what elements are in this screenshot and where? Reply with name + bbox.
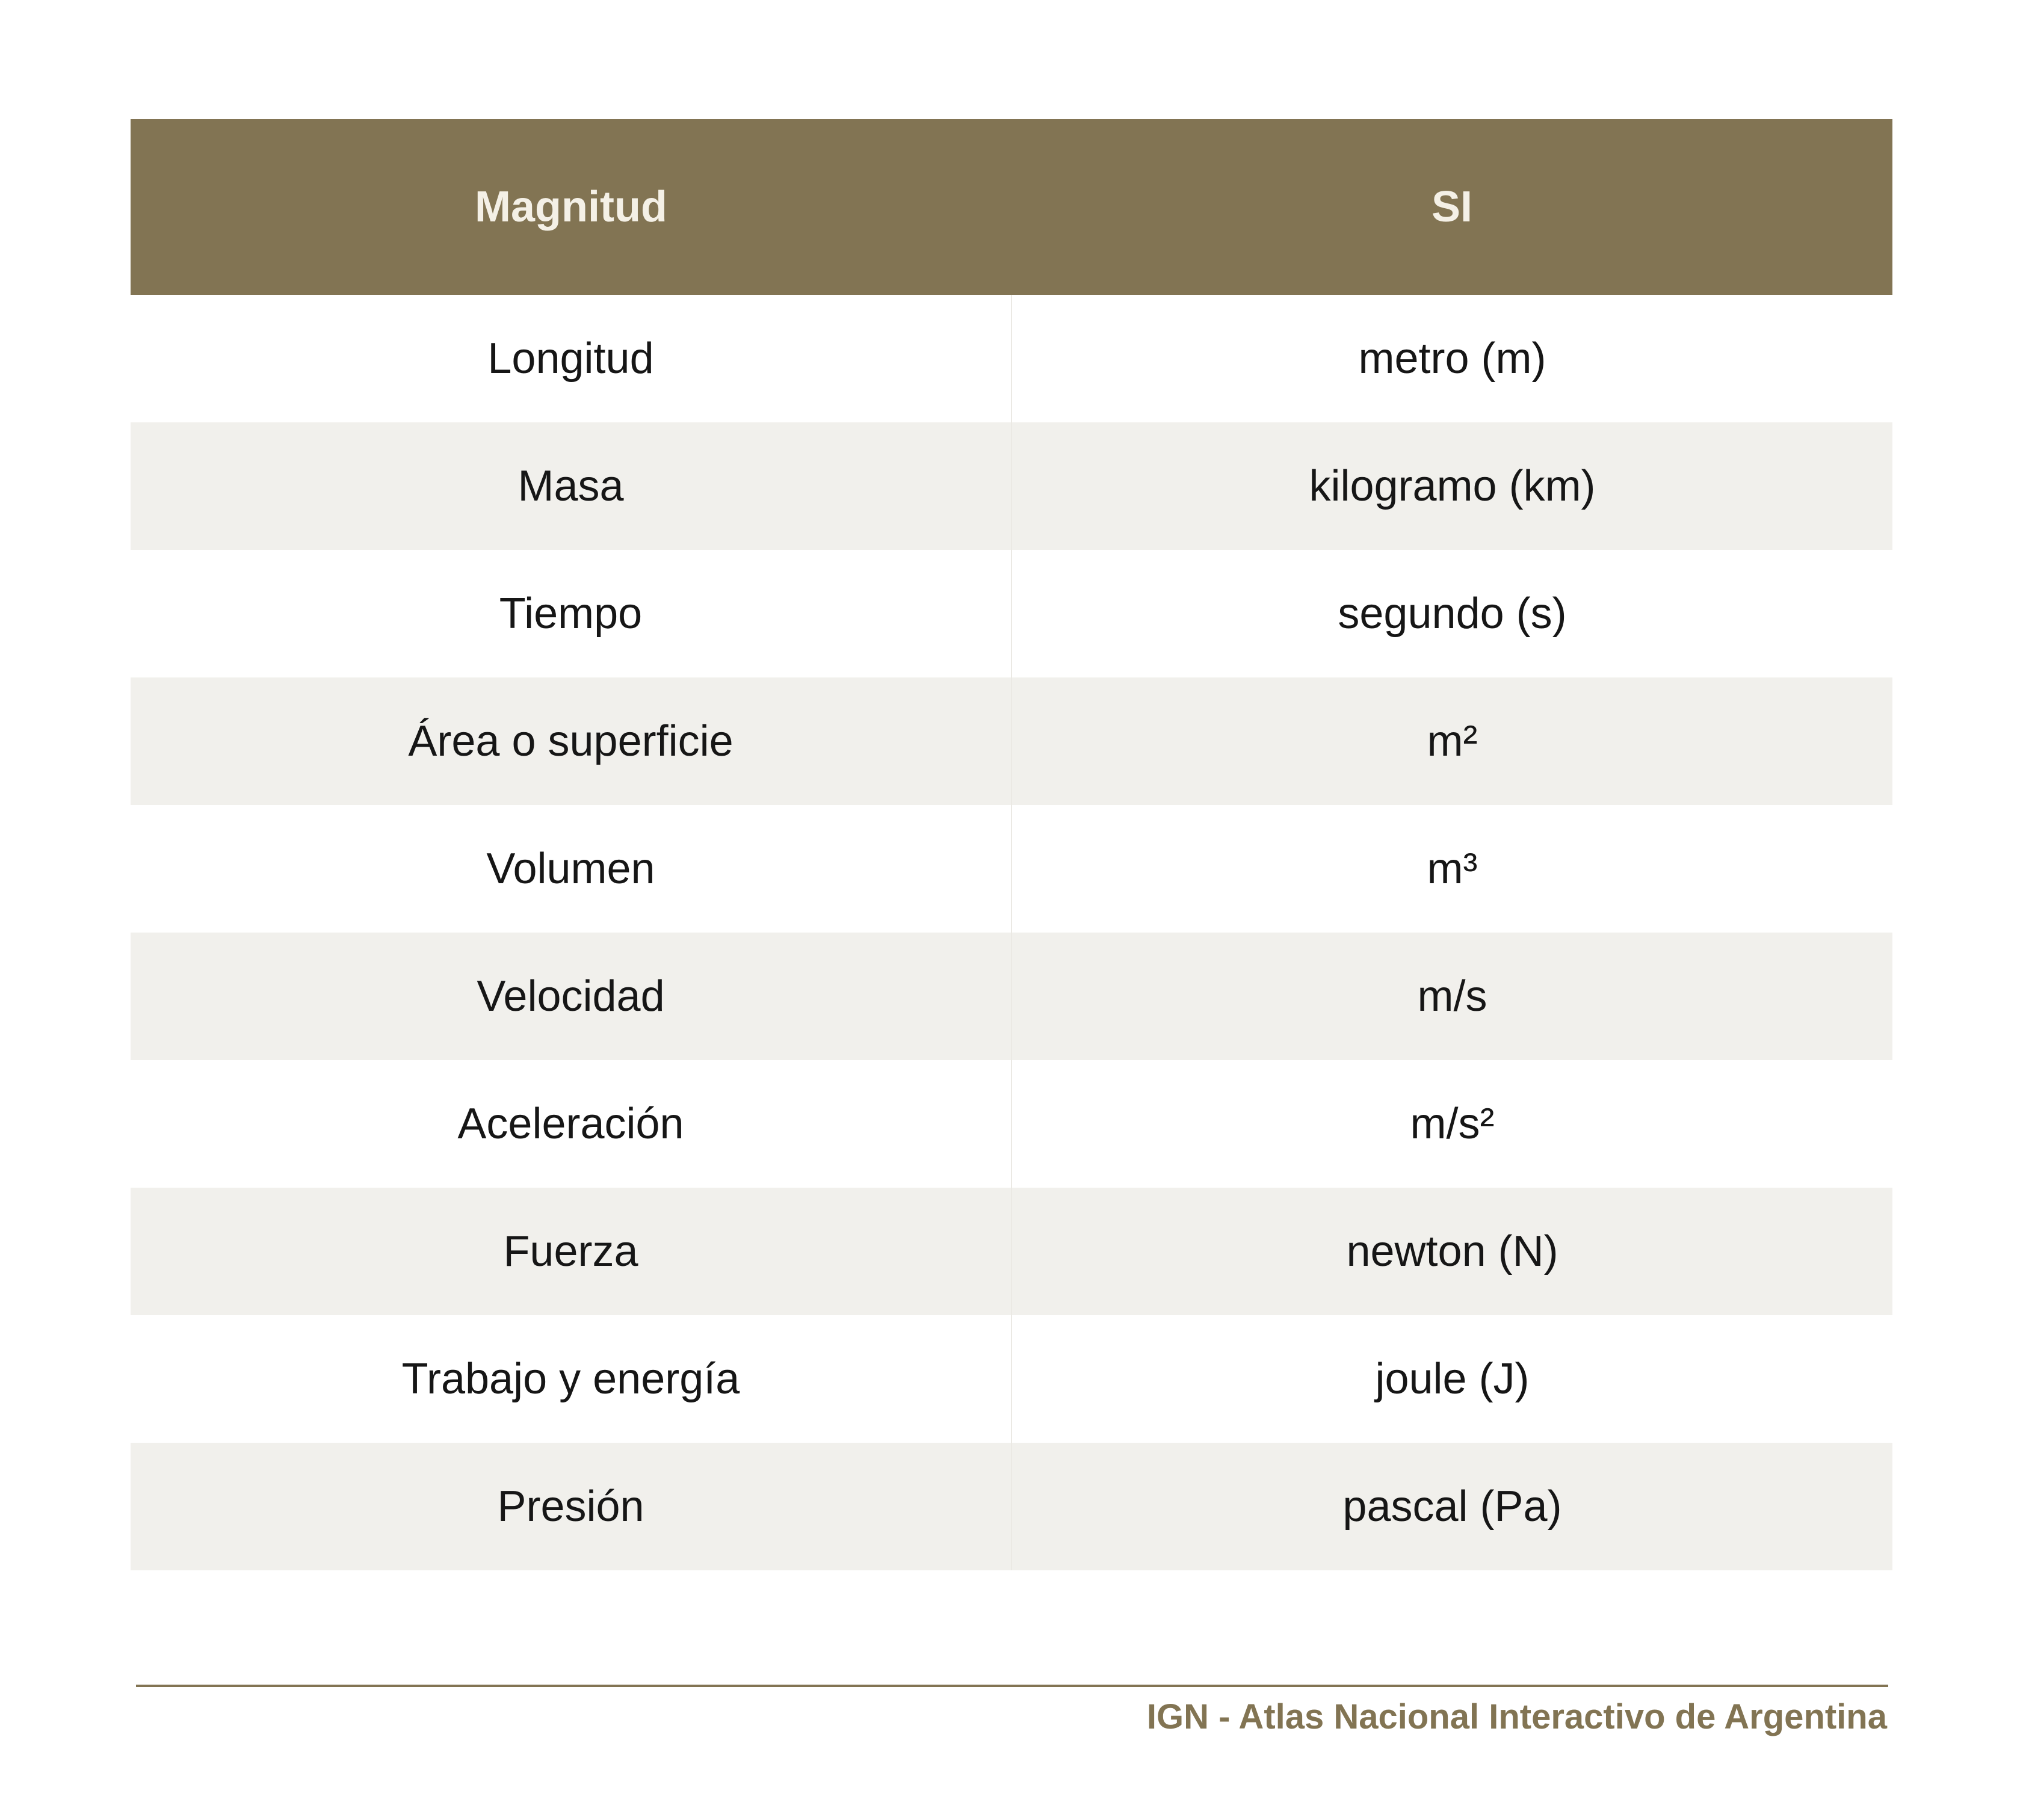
magnitud-cell: Fuerza	[131, 1188, 1012, 1315]
si-cell: pascal (Pa)	[1342, 1482, 1562, 1531]
si-cell: m³	[1427, 845, 1478, 893]
table-row	[131, 1443, 1892, 1570]
magnitud-cell: Área o superficie	[131, 677, 1012, 805]
magnitud-cell: Masa	[131, 422, 1012, 550]
header-si: SI	[1431, 183, 1473, 231]
table-row	[131, 422, 1892, 550]
si-cell: segundo (s)	[1338, 590, 1567, 638]
si-cell: metro (m)	[1358, 335, 1546, 383]
si-cell: kilogramo (km)	[1309, 462, 1596, 510]
table-row	[131, 677, 1892, 805]
magnitud-cell: Volumen	[131, 805, 1012, 933]
table-row	[131, 1315, 1892, 1443]
magnitud-cell: Velocidad	[131, 933, 1012, 1060]
si-cell: m/s	[1417, 972, 1487, 1020]
footer-divider	[136, 1685, 1888, 1687]
si-cell: newton (N)	[1346, 1227, 1558, 1276]
table-header	[131, 119, 1892, 295]
si-cell: m/s²	[1410, 1100, 1495, 1148]
magnitud-cell: Presión	[131, 1443, 1012, 1570]
si-cell: m²	[1427, 717, 1478, 765]
si-cell: joule (J)	[1375, 1355, 1530, 1403]
header-magnitud: Magnitud	[475, 183, 667, 231]
magnitud-cell: Tiempo	[131, 550, 1012, 677]
footer-source: IGN - Atlas Nacional Interactivo de Argentina	[1146, 1697, 1887, 1736]
magnitud-cell: Trabajo y energía	[131, 1315, 1012, 1443]
table-row	[131, 805, 1892, 933]
table-row	[131, 1060, 1892, 1188]
table-row	[131, 1188, 1892, 1315]
magnitud-cell: Aceleración	[131, 1060, 1012, 1188]
table-row	[131, 295, 1892, 422]
si-units-table	[131, 119, 1892, 1570]
table-row	[131, 550, 1892, 677]
table-row	[131, 933, 1892, 1060]
magnitud-cell: Longitud	[131, 295, 1012, 422]
